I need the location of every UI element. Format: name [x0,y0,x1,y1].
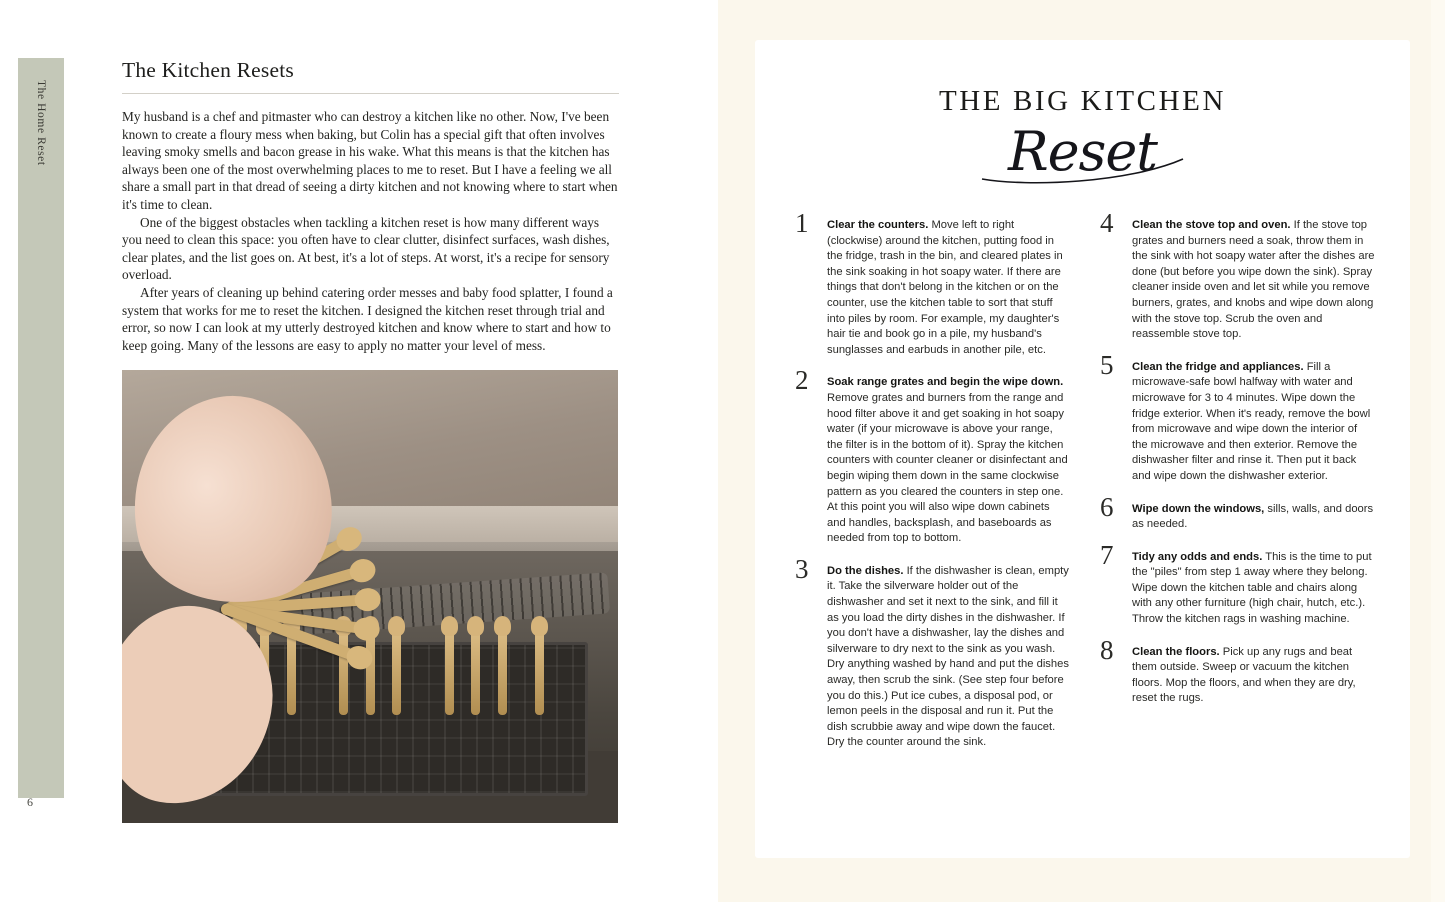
step-heading: Clear the counters. [827,219,929,231]
kitchen-photo [122,370,618,823]
step-heading: Clean the stove top and oven. [1132,219,1291,231]
step-body [1132,645,1375,707]
left-page-content [122,58,619,354]
step-body [1132,218,1375,343]
steps-columns [795,208,1375,768]
step-detail: Remove grates and burners from the range and hood filter above it and get soaking in hot soapy water (if your microwave is above your range, the filter is in the bottom of it). Spray the kitchen counters with counter cleaner or disinfectant and begin wiping them down in the same clockwise pattern as you cleared the counters in step one. At this point you will also wipe down cabinets and handles, backsplash, and baseboards as needed from top to bottom. [827,391,1068,545]
step-item [1100,349,1375,485]
step-body [1132,550,1375,628]
right-page [718,0,1445,902]
page-edge-strip [1431,0,1445,902]
steps-column-right [1100,208,1375,768]
step-heading: Clean the fridge and appliances. [1132,360,1304,373]
step-item [795,553,1070,751]
kitchen-photo-art [122,370,618,823]
step-heading: Soak range grates and begin the wipe down. [827,376,1064,389]
step-detail: This is the time to put the "piles" from step 1 away where they belong. Wipe down the kitchen table and chairs along with any other furniture (high chair, hutch, etc.). Throw the kitchen rags in washing machine. [1132,550,1372,626]
step-body [1132,502,1375,533]
left-page [0,0,718,902]
step-body [827,375,1070,547]
step-heading: Wipe down the windows, [1132,502,1265,515]
body-paragraph-3: After years of cleaning up behind catering order messes and baby food splatter, I found a system that works for me to reset the kitchen. I designed the kitchen reset through trial and error, so now I can look at my utterly destroyed kitchen and know where to start and how to keep going. Many of the lessons are easy to apply no matter your level of mess. [122,284,613,353]
step-heading: Tidy any odds and ends. [1132,550,1263,563]
step-number: 1 [795,208,809,238]
step-item [795,365,1070,547]
card-title: THE BIG KITCHEN [938,85,1227,117]
body-paragraph-1: My husband is a chef and pitmaster who can destroy a kitchen like no other. Now, I've been known to create a floury mess when baking, but Colin has a special gift that often involves leaving smoky smells and bacon grease in his wake. What this means is that the kitchen has always been one of the most overwhelming places to me to reset. But I have a feeling we all share a small part in that dread of seeing a dirty kitchen and not knowing where to start when it's time to clean. [122,109,618,212]
step-item [1100,491,1375,533]
card-script-title [755,120,1410,183]
page-title: The Kitchen Resets [122,58,294,82]
step-detail: If the stove top grates and burners need a soak, throw them in the sink with hot soapy water after the dishes are done (but before you wipe down the sink). Spray cleaner inside oven and let sit while you remove burners, grates, and knobs and wipe down along with the stove top. Scrub the oven and reassemble stove top. [1132,219,1375,341]
step-heading: Do the dishes. [827,564,904,577]
chapter-side-tab-text: The Home Reset [35,80,47,166]
card-script-word: Reset [1008,120,1157,183]
step-body [827,564,1070,751]
step-item [795,208,1070,358]
body-paragraph-2: One of the biggest obstacles when tackling a kitchen reset is how many different ways you need to clean this space: you often have to clear clutter, disinfect surfaces, wash dishes, clear plates, and the list goes on. At best, it's a lot of steps. At worst, it's a recipe for sensory overload. [122,214,610,283]
step-number: 4 [1100,208,1114,238]
step-detail: Move left to right (clockwise) around the kitchen, putting food in the fridge, trash in the bin, and cleared plates in the sink soaking in hot soapy water. If there are things that don't belong in the kitchen or on the counter, use the kitchen table to sort that stuff into piles by room. For example, my daughter's hair tie and book go in a pile, my husband's sunglasses and earbuds in another pile, etc. [827,219,1063,356]
step-number: 7 [1100,539,1114,570]
steps-column-left [795,208,1070,768]
reset-checklist-card [755,40,1410,858]
step-number: 2 [795,365,809,396]
step-number: 6 [1100,491,1114,522]
step-number: 3 [795,553,809,584]
step-detail: sills, walls, and doors as needed. [1132,502,1374,531]
step-body [1132,360,1375,485]
step-item [1100,634,1375,707]
step-detail: Fill a microwave-safe bowl halfway with water and microwave for 3 to 4 minutes. Wipe down the fridge exterior. When it's ready, remove the bowl from microwave and wipe down the interior of the microwave and then exterior. Remove the dishwasher filter and rinse it. Then put it back and wipe down the dishwasher exterior. [1132,360,1371,482]
step-detail: Pick up any rugs and beat them outside. Sweep or vacuum the kitchen floors. Mop the floors, and when they are dry, reset the rugs. [1132,645,1356,705]
step-number: 8 [1100,634,1114,665]
step-body [827,218,1070,358]
step-item [1100,539,1375,628]
step-item [1100,208,1375,343]
step-detail: If the dishwasher is clean, empty it. Take the silverware holder out of the dishwasher and set it next to the sink, and fill it as you load the dirty dishes in the dishwasher. If you don't have a dishwasher, lay the dishes and silverware to dry next to the sink as you wash. Dry anything washed by hand and put the dishes away, then scrub the sink. (See step four before you do this.) Put ice cubes, a disposal pod, or lemon peels in the disposal and run it. Put the dish scrubbie away and wipe down the faucet. Dry the counter around the sink. [827,564,1069,749]
step-heading: Clean the floors. [1132,645,1220,658]
step-number: 5 [1100,349,1114,380]
title-divider [122,93,619,94]
page-number: 6 [27,795,33,809]
chapter-side-tab-label [18,58,64,798]
